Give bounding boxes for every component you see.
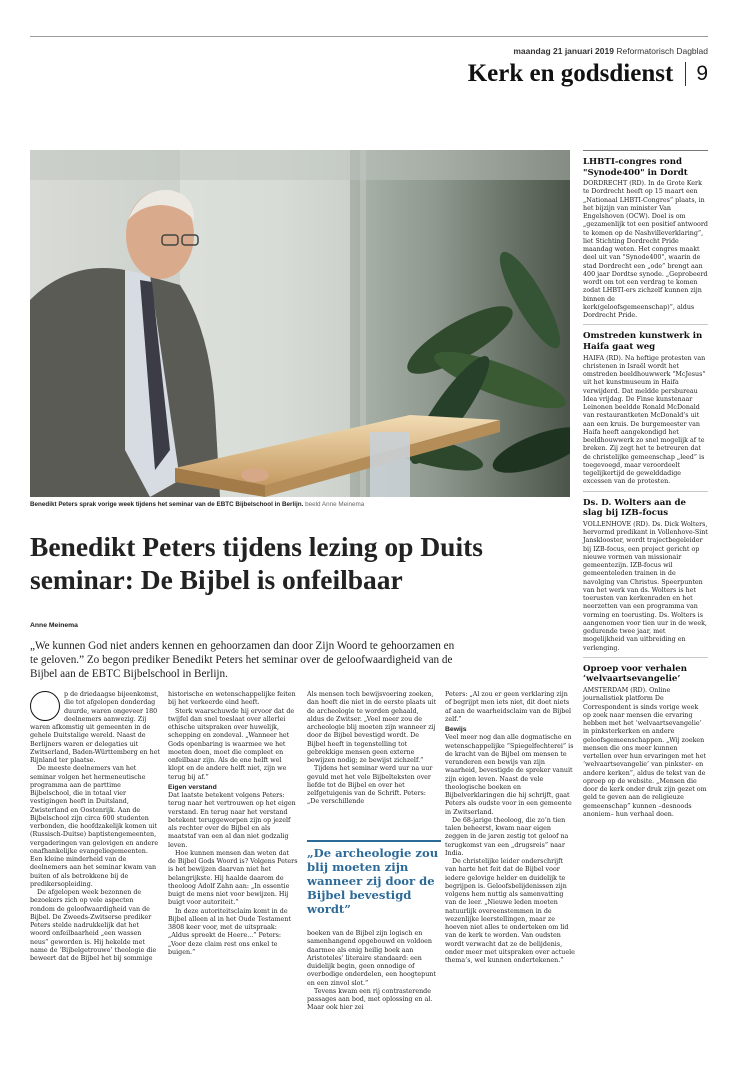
paragraph: De christelijke leider onderschrijft van harte het feit dat de Bijbel voor iedere gelovige helder en duidelijk te begrijpen is. Geloofsbelijdenissen zijn volgens hem nuttig als samenvatting van de leer. „Nieuwe leden moeten natuurlijk overeenstemmen in de wezenlijke leerstellingen, maar ze hoeven niet alles te onderteken om lid van de kerk te worden. Van oudsten wordt verwacht dat ze de belijdenis, onder meer met uitspraken over actuele thema’s, wel kunnen ondertekenen.” [445, 858, 575, 964]
paragraph: Als mensen toch bewijsvoering zoeken, dan hoeft die niet in de eerste plaats uit de archeologie te worden gehaald, aldus de Zwitser. „Veel meer zou de archeologie blij moeten zijn wanneer zij door de Bijbel bevestigd wordt. De Bijbel heeft in tegenstelling tot gebrekkige mensen geen externe bewijzen nodig; ze bewijst zichzelf.” [307, 691, 437, 764]
article-column-3-bottom [307, 930, 437, 1013]
subheading: Bewijs [445, 726, 467, 733]
drop-cap-o [30, 691, 60, 721]
sidebar-item [583, 331, 708, 491]
paragraph: Hoe kunnen mensen dan weten dat de Bijbel Gods Woord is? Volgens Peters is het bewijzen daarvan niet het belangrijkste. Hij haalde daarom de theoloog Adolf Zahn aan: „In essentie buigt de mens niet voor bewijzen. Hij buigt voor autoriteit.” [168, 849, 298, 907]
section-title: Kerk en godsdienst [467, 60, 674, 87]
article-column-1 [30, 691, 160, 963]
sidebar-item-body: HAIFA (RD). Na heftige protesten van christenen in Israël wordt het omstreden beeldhouwwerk "McJesus" uit het kunstmuseum in Haifa verwijderd. Dat meldde persbureau Idea vrijdag. De Finse kunstenaar Leinonen beeldde Ronald McDonald van restaurantketen McDonald’s uit aan een kruis. De burgemeester van Haifa heeft aangekondigd het beeldhouwwerk zo snel mogelijk af te breken. Zij zegt het te betreuren dat de christelijke gemeenschap „leed” is toegevoegd, maar veroordeelt tegelijkertijd de gewelddadige excessen van de protesten. [583, 354, 706, 486]
sidebar-item-body: AMSTERDAM (RD). Online journalistiek platform De Correspondent is sinds vorige week op zoek naar mensen die ervaring hebben met het ‘welvaartsevangelie’ in pinksterkerken en andere geloofsgemeenschappen. „Wij zoeken mensen die ons meer kunnen vertellen over hun ervaringen met het ‘welvaartsevangelie’ van pinkster- en andere kerken”, aldus de tekst van de oproep op de website. „Mensen die door de kerk onder druk zijn gezet om geld te geven aan de religieuze gemeenschap” kunnen –desnoods anoniem– hun verhaal doen. [583, 687, 707, 818]
sidebar-item-body: DORDRECHT (RD). In de Grote Kerk te Dordrecht heeft op 15 maart een „Nationaal LHBTI-Congres” plaats, in het bijzijn van minister Van Engelshoven (OCW). Doel is om „gezamenlijk tot een positief antwoord te komen op de Nashvilleverklaring”, liet Stichting Dordrecht Pride maandag weten. Het congres maakt deel uit van "Synode400", waarin de stad Dordrecht een „ode” brengt aan 400 jaar Dordtse synode. „Geprobeerd wordt om tot een verdrag te komen zodat LHBTI-ers zichzelf kunnen zijn binnen de kerk(geloofsgemeenschap)”, aldus Dordrecht Pride. [583, 180, 708, 320]
headline: Benedikt Peters tijdens lezing op Duits seminar: De Bijbel is onfeilbaar [30, 531, 483, 595]
subheading: Eigen verstand [168, 783, 217, 791]
article-intro: „We kunnen God niet anders kennen en gehoorzamen dan door Zijn Woord te gehoorzamen en te geloven.” Zo begon prediker Benedikt Peters het seminar over de geloofwaardigheid van de Bijbel aan de EBTC Bijbelschool in Berlijn. [30, 640, 455, 680]
sidebar-item [583, 498, 708, 658]
photo-caption [30, 501, 570, 508]
article-column-3-top [307, 691, 437, 831]
paragraph: De afgelopen week bezonnen de bezoekers zich op vele aspecten rondom de geloofwaardigheid van de Bijbel. De Zweeds-Zwitserse prediker Peters stelde nadrukkelijk dat het woord onfeilbaarheid „een wassen neus” geworden is. Hij hekelde met name de ‘Bijbelgetrouwe’ theologie die beweert dat de Bijbel het bij sommige [30, 889, 157, 962]
paragraph: Tijdens het seminar werd uur na uur gevuld met het vele Bijbelteksten over liefde tot de Bijbel en over het zelfgetuigenis van de Schrift. Peters: „De verschillende [307, 765, 433, 806]
sidebar-item-title: Omstreden kunstwerk in Haifa gaat weg [583, 331, 703, 353]
section-header [468, 60, 708, 88]
paragraph: historische en wetenschappelijke feiten bij het verkeerde eind heeft. [168, 691, 296, 707]
photo-credit: beeld Anne Meinema [305, 501, 365, 508]
dateline [513, 46, 708, 56]
newspaper-name: Reformatorisch Dagblad [616, 46, 708, 56]
paragraph: De meeste deelnemers van het seminar volgen het hermeneutische programma aan de parttime Bijbelschool, die in totaal vier vestigingen heeft in Duitsland, Zwisterland en Oostenrijk. Aan de Bijbelschool zijn circa 600 studenten verbonden, die hoofdzakelijk komen uit (Russisch-Duitse) baptistengemeenten, vergaderingen van gelovigen en andere onafhankelijke evangeliegemeenten. Een kleine minderheid van de deelnemers aan het seminar kwam van buiten of als betrokkene bij de predikersopleiding. [30, 765, 159, 888]
article-column-2 [168, 691, 298, 957]
divider [583, 324, 708, 325]
paragraph: Sterk waarschuwde hij ervoor dat de twijfel dan snel toeslaat over allerlei ethische uitspraken over huwelijk, schepping en zondeval. „Wanneer het Gods openbaring is waarmee we het moeten doen, moet die compleet en onfeilbaar zijn. Als de ene helft wel klopt en de andere helft niet, zijn we terug bij af.” [168, 707, 295, 781]
author-byline: Anne Meinema [30, 622, 78, 629]
paragraph: De 68-jarige theoloog, die zo’n tien talen beheerst, kwam naar eigen zeggen in de jaren zestig tot geloof na terugkomst van een „drugsreis” naar India. [445, 816, 569, 857]
paragraph: Dat laatste betekent volgens Peters: terug naar het vertrouwen op het eigen verstand. En terug naar het verstand betekent teruggeworpen zijn op jezelf als rechter over de Bijbel en als maatstaf van een al dan niet godzalig leven. [168, 792, 296, 849]
top-rule [30, 36, 708, 37]
paragraph: Veel meer nog dan alle dogmatische en wetenschappelijke “Spiegelfechterei” is de kracht van de Bijbel om mensen te veranderen een bewijs van zijn waarheid, bevestigde de spreker vanuit zijn eigen leven. Naast de vele theologische boeken en Bijbelverklaringen die hij schrijft, gaat Peters als oudste voor in een gemeente in Zwitserland. [445, 734, 574, 816]
paragraph: Peters: „Al zou er geen verklaring zijn of begrijpt men iets niet, dit doet niets af aan de waarheidsclaim van de Bijbel zelf.” [445, 691, 572, 723]
paragraph: In deze autoriteitsclaim komt in de Bijbel alleen al in het Oude Testament 3808 keer voor, met de uitspraak: „Aldus spreekt de Heere...” Peters: „Voor deze claim rest ons enkel te buigen.” [168, 907, 291, 956]
paragraph: p de driedaagse bijeenkomst, die tot afgelopen donderdag duurde, waren ongeveer 180 deelnemers aanwezig. Zij waren afkomstig uit gemeenten in de gehele Duitstalige wereld. Naast de Berlijners waren er delegaties uit Zwitserland, Baden-Württemberg en het Rijnland ter plaatse. [30, 691, 160, 764]
sidebar-item [583, 150, 708, 325]
photo-illustration [30, 150, 570, 497]
divider [583, 657, 708, 658]
sidebar-item-title: Ds. D. Wolters aan de slag bij IZB-focus [583, 497, 686, 519]
divider [583, 491, 708, 492]
caption-text: Benedikt Peters sprak vorige week tijdens het seminar van de EBTC Bijbelschool in Berlijn. [30, 501, 304, 508]
paragraph: boeken van de Bijbel zijn logisch en samenhangend opgebouwd en voldoen daarmee als enig heilig boek aan Aristoteles’ literaire standaard: een duidelijk begin, geen onnodige of overbodige onderdelen, een hoogtepunt en een zinvol slot.” [307, 930, 436, 987]
sidebar-item-title: LHBTI-congres rond "Synode400" in Dordt [583, 157, 688, 178]
issue-date: maandag 21 januari 2019 [513, 46, 614, 56]
sidebar-item-body: VOLLENHOVE (RD). Ds. Dick Wolters, hervormd predikant in Vollenhove-Sint Jansklooster, wordt trajectbegeleider bij IZB-focus, een project gericht op nieuwe vormen van missionair gemeentezijn. IZB-focus wil gemeenteleden trainen in de navolging van Christus. Speerpunten van het werk van ds. Wolters is het toerusten van kerkenraden en het neerzetten van een programma van vorming en toerusting. Ds. Wolters is aangenomen voor tien uur in de week, gedurende twee jaar, met mogelijkheid van uitbreiding en verlenging. [583, 520, 708, 652]
article-column-4 [445, 691, 575, 965]
sidebar-item [583, 664, 708, 819]
sidebar-item-title: Oproep voor verhalen ‘welvaartsevangelie’ [583, 663, 687, 685]
section-divider [685, 62, 686, 86]
article-photo [30, 150, 570, 497]
pull-quote: „De archeologie zou blij moeten zijn wanneer zij door de Bijbel bevestigd wordt” [307, 840, 441, 916]
news-sidebar [583, 150, 708, 819]
page-number: 9 [696, 62, 708, 85]
paragraph: Tevens kwam een rij contrasterende passages aan bod, met oplossing en al. Maar ook hier zei [307, 987, 433, 1012]
